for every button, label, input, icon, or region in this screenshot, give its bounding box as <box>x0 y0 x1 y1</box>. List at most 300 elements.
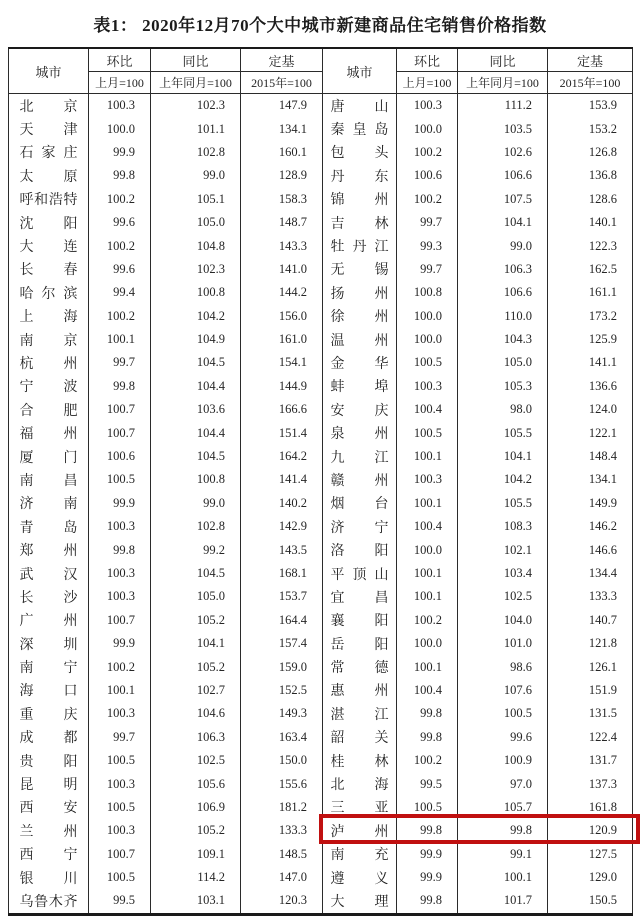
fixed-cell: 144.9 <box>241 375 323 398</box>
table-row <box>9 702 633 725</box>
fixed-cell: 136.8 <box>548 164 633 187</box>
mom-cell: 99.8 <box>397 889 458 914</box>
fixed-cell: 142.9 <box>241 515 323 538</box>
yoy-cell: 105.2 <box>151 655 241 678</box>
fixed-cell: 134.1 <box>241 117 323 140</box>
fixed-cell: 134.4 <box>548 562 633 585</box>
yoy-cell: 101.7 <box>458 889 548 914</box>
table-row <box>9 421 633 444</box>
yoy-cell: 105.5 <box>458 421 548 444</box>
mom-cell: 100.0 <box>397 632 458 655</box>
mom-cell: 100.5 <box>89 749 151 772</box>
mom-cell: 100.3 <box>397 94 458 118</box>
fixed-cell: 140.1 <box>548 211 633 234</box>
yoy-cell: 100.9 <box>458 749 548 772</box>
fixed-cell: 158.3 <box>241 188 323 211</box>
mom-cell: 99.8 <box>397 726 458 749</box>
fixed-cell: 161.8 <box>548 796 633 819</box>
yoy-cell: 99.2 <box>151 538 241 561</box>
mom-cell: 99.5 <box>397 772 458 795</box>
fixed-cell: 168.1 <box>241 562 323 585</box>
fixed-cell: 147.0 <box>241 866 323 889</box>
fixed-cell: 153.9 <box>548 94 633 118</box>
city-cell: 西 宁 <box>9 843 89 866</box>
fixed-cell: 151.9 <box>548 679 633 702</box>
fixed-cell: 160.1 <box>241 141 323 164</box>
fixed-cell: 131.7 <box>548 749 633 772</box>
fixed-cell: 125.9 <box>548 328 633 351</box>
fixed-cell: 141.4 <box>241 468 323 491</box>
table-row <box>9 655 633 678</box>
table-row <box>9 585 633 608</box>
city-cell: 西 安 <box>9 796 89 819</box>
yoy-cell: 102.8 <box>151 515 241 538</box>
yoy-cell: 104.4 <box>151 421 241 444</box>
city-cell: 成 都 <box>9 726 89 749</box>
table-row <box>9 468 633 491</box>
yoy-cell: 114.2 <box>151 866 241 889</box>
city-cell: 赣 州 <box>323 468 397 491</box>
fixed-cell: 149.9 <box>548 492 633 515</box>
table-row <box>9 866 633 889</box>
table-row <box>9 726 633 749</box>
yoy-cell: 111.2 <box>458 94 548 118</box>
city-cell: 沈 阳 <box>9 211 89 234</box>
yoy-cell: 104.1 <box>458 445 548 468</box>
yoy-cell: 100.8 <box>151 281 241 304</box>
yoy-cell: 98.0 <box>458 398 548 421</box>
city-cell: 北 海 <box>323 772 397 795</box>
mom-cell: 99.9 <box>397 866 458 889</box>
mom-cell: 100.1 <box>397 562 458 585</box>
city-cell: 银 川 <box>9 866 89 889</box>
yoy-cell: 104.5 <box>151 351 241 374</box>
table-row <box>9 749 633 772</box>
yoy-cell: 102.8 <box>151 141 241 164</box>
yoy-cell: 105.2 <box>151 819 241 842</box>
city-cell: 广 州 <box>9 609 89 632</box>
city-cell: 合 肥 <box>9 398 89 421</box>
fixed-cell: 127.5 <box>548 843 633 866</box>
fixed-cell: 161.1 <box>548 281 633 304</box>
mom-cell: 99.9 <box>89 492 151 515</box>
yoy-cell: 105.6 <box>151 772 241 795</box>
city-cell: 惠 州 <box>323 679 397 702</box>
mom-cell: 100.3 <box>89 562 151 585</box>
fixed-cell: 126.1 <box>548 655 633 678</box>
city-cell: 济 宁 <box>323 515 397 538</box>
fixed-cell: 151.4 <box>241 421 323 444</box>
city-cell: 徐 州 <box>323 305 397 328</box>
mom-cell: 99.4 <box>89 281 151 304</box>
fixed-cell: 148.5 <box>241 843 323 866</box>
header-fixed-base-right: 2015年=100 <box>548 72 633 94</box>
mom-cell: 99.8 <box>89 164 151 187</box>
fixed-cell: 162.5 <box>548 258 633 281</box>
mom-cell: 100.1 <box>397 585 458 608</box>
city-cell: 天 津 <box>9 117 89 140</box>
fixed-cell: 146.6 <box>548 538 633 561</box>
table-row <box>9 679 633 702</box>
header-mom-right: 环比 <box>397 48 458 72</box>
city-cell: 温 州 <box>323 328 397 351</box>
mom-cell: 100.3 <box>89 772 151 795</box>
city-cell: 岳 阳 <box>323 632 397 655</box>
fixed-cell: 122.4 <box>548 726 633 749</box>
mom-cell: 100.1 <box>397 445 458 468</box>
city-cell: 宜 昌 <box>323 585 397 608</box>
fixed-cell: 163.4 <box>241 726 323 749</box>
yoy-cell: 104.9 <box>151 328 241 351</box>
city-cell: 襄 阳 <box>323 609 397 632</box>
mom-cell: 100.7 <box>89 609 151 632</box>
city-cell: 南 昌 <box>9 468 89 491</box>
fixed-cell: 166.6 <box>241 398 323 421</box>
table-row <box>9 492 633 515</box>
mom-cell: 100.0 <box>397 538 458 561</box>
fixed-cell: 159.0 <box>241 655 323 678</box>
yoy-cell: 105.0 <box>458 351 548 374</box>
city-cell: 宁 波 <box>9 375 89 398</box>
yoy-cell: 99.0 <box>458 234 548 257</box>
yoy-cell: 103.1 <box>151 889 241 914</box>
fixed-cell: 147.9 <box>241 94 323 118</box>
yoy-cell: 103.5 <box>458 117 548 140</box>
city-cell: 重 庆 <box>9 702 89 725</box>
fixed-cell: 120.9 <box>548 819 633 842</box>
header-mom-base-right: 上月=100 <box>397 72 458 94</box>
mom-cell: 99.9 <box>89 632 151 655</box>
yoy-cell: 105.3 <box>458 375 548 398</box>
yoy-cell: 100.1 <box>458 866 548 889</box>
fixed-cell: 161.0 <box>241 328 323 351</box>
mom-cell: 99.3 <box>397 234 458 257</box>
fixed-cell: 173.2 <box>548 305 633 328</box>
table-row <box>9 772 633 795</box>
mom-cell: 100.3 <box>89 515 151 538</box>
city-cell: 平 顶 山 <box>323 562 397 585</box>
mom-cell: 100.3 <box>397 468 458 491</box>
yoy-cell: 104.5 <box>151 562 241 585</box>
fixed-cell: 149.3 <box>241 702 323 725</box>
mom-cell: 99.7 <box>397 258 458 281</box>
fixed-cell: 131.5 <box>548 702 633 725</box>
mom-cell: 100.0 <box>89 117 151 140</box>
fixed-cell: 144.2 <box>241 281 323 304</box>
header-yoy-base-right: 上年同月=100 <box>458 72 548 94</box>
city-cell: 兰 州 <box>9 819 89 842</box>
mom-cell: 100.3 <box>397 375 458 398</box>
city-cell: 乌 鲁 木 齐 <box>9 889 89 914</box>
fixed-cell: 150.5 <box>548 889 633 914</box>
yoy-cell: 109.1 <box>151 843 241 866</box>
header-mom-base-left: 上月=100 <box>89 72 151 94</box>
table-row <box>9 398 633 421</box>
yoy-cell: 105.5 <box>458 492 548 515</box>
mom-cell: 100.6 <box>89 445 151 468</box>
mom-cell: 100.8 <box>397 281 458 304</box>
fixed-cell: 140.2 <box>241 492 323 515</box>
mom-cell: 100.1 <box>89 679 151 702</box>
mom-cell: 100.7 <box>89 398 151 421</box>
header-yoy-base-left: 上年同月=100 <box>151 72 241 94</box>
yoy-cell: 101.1 <box>151 117 241 140</box>
fixed-cell: 133.3 <box>241 819 323 842</box>
yoy-cell: 102.7 <box>151 679 241 702</box>
city-cell: 蚌 埠 <box>323 375 397 398</box>
mom-cell: 100.1 <box>397 492 458 515</box>
yoy-cell: 102.1 <box>458 538 548 561</box>
mom-cell: 100.7 <box>89 421 151 444</box>
city-cell: 秦 皇 岛 <box>323 117 397 140</box>
mom-cell: 100.5 <box>89 866 151 889</box>
city-cell: 郑 州 <box>9 538 89 561</box>
table-title: 表1： 2020年12月70个大中城市新建商品住宅销售价格指数 <box>93 16 547 35</box>
mom-cell: 100.5 <box>397 351 458 374</box>
yoy-cell: 107.6 <box>458 679 548 702</box>
fixed-cell: 141.0 <box>241 258 323 281</box>
mom-cell: 100.2 <box>89 305 151 328</box>
city-cell: 九 江 <box>323 445 397 468</box>
yoy-cell: 99.0 <box>151 492 241 515</box>
mom-cell: 100.4 <box>397 515 458 538</box>
fixed-cell: 148.4 <box>548 445 633 468</box>
fixed-cell: 148.7 <box>241 211 323 234</box>
city-cell: 长 春 <box>9 258 89 281</box>
fixed-cell: 150.0 <box>241 749 323 772</box>
fixed-cell: 152.5 <box>241 679 323 702</box>
fixed-cell: 153.2 <box>548 117 633 140</box>
mom-cell: 100.6 <box>397 164 458 187</box>
mom-cell: 100.7 <box>89 843 151 866</box>
fixed-cell: 128.6 <box>548 188 633 211</box>
table-row <box>9 609 633 632</box>
mom-cell: 99.6 <box>89 258 151 281</box>
yoy-cell: 104.2 <box>458 468 548 491</box>
fixed-cell: 146.2 <box>548 515 633 538</box>
header-yoy-left: 同比 <box>151 48 241 72</box>
city-cell: 厦 门 <box>9 445 89 468</box>
mom-cell: 100.3 <box>89 94 151 118</box>
yoy-cell: 104.4 <box>151 375 241 398</box>
yoy-cell: 102.3 <box>151 94 241 118</box>
header-row-2 <box>9 72 633 94</box>
fixed-cell: 164.2 <box>241 445 323 468</box>
city-cell: 遵 义 <box>323 866 397 889</box>
header-fixed-left: 定基 <box>241 48 323 72</box>
header-yoy-right: 同比 <box>458 48 548 72</box>
yoy-cell: 100.8 <box>151 468 241 491</box>
mom-cell: 100.3 <box>89 585 151 608</box>
table-row <box>9 117 633 140</box>
fixed-cell: 120.3 <box>241 889 323 914</box>
yoy-cell: 100.5 <box>458 702 548 725</box>
mom-cell: 99.8 <box>89 538 151 561</box>
fixed-cell: 124.0 <box>548 398 633 421</box>
fixed-cell: 128.9 <box>241 164 323 187</box>
city-cell: 太 原 <box>9 164 89 187</box>
header-fixed-right: 定基 <box>548 48 633 72</box>
table-row <box>9 538 633 561</box>
fixed-cell: 121.8 <box>548 632 633 655</box>
city-cell: 海 口 <box>9 679 89 702</box>
city-cell: 丹 东 <box>323 164 397 187</box>
city-cell: 韶 关 <box>323 726 397 749</box>
table-row <box>9 632 633 655</box>
yoy-cell: 104.3 <box>458 328 548 351</box>
city-cell: 锦 州 <box>323 188 397 211</box>
yoy-cell: 97.0 <box>458 772 548 795</box>
fixed-cell: 134.1 <box>548 468 633 491</box>
city-cell: 大 理 <box>323 889 397 914</box>
yoy-cell: 106.6 <box>458 164 548 187</box>
mom-cell: 99.9 <box>89 141 151 164</box>
yoy-cell: 105.0 <box>151 585 241 608</box>
city-cell: 济 南 <box>9 492 89 515</box>
fixed-cell: 156.0 <box>241 305 323 328</box>
mom-cell: 100.5 <box>89 796 151 819</box>
yoy-cell: 102.3 <box>151 258 241 281</box>
city-cell: 包 头 <box>323 141 397 164</box>
yoy-cell: 108.3 <box>458 515 548 538</box>
mom-cell: 99.5 <box>89 889 151 914</box>
city-cell: 吉 林 <box>323 211 397 234</box>
yoy-cell: 102.5 <box>151 749 241 772</box>
table-row <box>9 164 633 187</box>
mom-cell: 99.8 <box>89 375 151 398</box>
mom-cell: 100.2 <box>397 188 458 211</box>
mom-cell: 99.7 <box>397 211 458 234</box>
mom-cell: 100.2 <box>89 234 151 257</box>
mom-cell: 100.4 <box>397 398 458 421</box>
yoy-cell: 104.0 <box>458 609 548 632</box>
yoy-cell: 106.3 <box>151 726 241 749</box>
city-cell: 贵 阳 <box>9 749 89 772</box>
table-container <box>8 47 633 916</box>
yoy-cell: 106.9 <box>151 796 241 819</box>
fixed-cell: 133.3 <box>548 585 633 608</box>
table-row <box>9 889 633 914</box>
fixed-cell: 140.7 <box>548 609 633 632</box>
fixed-cell: 143.5 <box>241 538 323 561</box>
yoy-cell: 107.5 <box>458 188 548 211</box>
fixed-cell: 122.1 <box>548 421 633 444</box>
city-cell: 大 连 <box>9 234 89 257</box>
fixed-cell: 164.4 <box>241 609 323 632</box>
city-cell: 泉 州 <box>323 421 397 444</box>
header-fixed-base-left: 2015年=100 <box>241 72 323 94</box>
table-row <box>9 796 633 819</box>
mom-cell: 100.2 <box>397 141 458 164</box>
header-city-right: 城市 <box>323 48 397 94</box>
mom-cell: 99.8 <box>397 819 458 842</box>
city-cell: 无 锡 <box>323 258 397 281</box>
table-row <box>9 94 633 118</box>
table-row <box>9 188 633 211</box>
mom-cell: 100.5 <box>89 468 151 491</box>
yoy-cell: 101.0 <box>458 632 548 655</box>
mom-cell: 99.6 <box>89 211 151 234</box>
yoy-cell: 110.0 <box>458 305 548 328</box>
mom-cell: 100.0 <box>397 117 458 140</box>
city-cell: 牡 丹 江 <box>323 234 397 257</box>
city-cell: 湛 江 <box>323 702 397 725</box>
fixed-cell: 181.2 <box>241 796 323 819</box>
city-cell: 福 州 <box>9 421 89 444</box>
price-index-table <box>8 47 633 916</box>
city-cell: 长 沙 <box>9 585 89 608</box>
table-row <box>9 351 633 374</box>
table-row <box>9 234 633 257</box>
yoy-cell: 104.8 <box>151 234 241 257</box>
city-cell: 南 京 <box>9 328 89 351</box>
table-row <box>9 328 633 351</box>
city-cell: 唐 山 <box>323 94 397 118</box>
yoy-cell: 105.7 <box>458 796 548 819</box>
city-cell: 昆 明 <box>9 772 89 795</box>
yoy-cell: 103.4 <box>458 562 548 585</box>
city-cell: 桂 林 <box>323 749 397 772</box>
yoy-cell: 106.6 <box>458 281 548 304</box>
table-row <box>9 211 633 234</box>
city-cell: 杭 州 <box>9 351 89 374</box>
fixed-cell: 137.3 <box>548 772 633 795</box>
mom-cell: 100.1 <box>89 328 151 351</box>
header-city-left: 城市 <box>9 48 89 94</box>
city-cell: 安 庆 <box>323 398 397 421</box>
city-cell: 石 家 庄 <box>9 141 89 164</box>
table-row <box>9 843 633 866</box>
fixed-cell: 141.1 <box>548 351 633 374</box>
mom-cell: 99.7 <box>89 726 151 749</box>
mom-cell: 100.3 <box>89 819 151 842</box>
mom-cell: 100.3 <box>89 702 151 725</box>
yoy-cell: 99.1 <box>458 843 548 866</box>
fixed-cell: 143.3 <box>241 234 323 257</box>
city-cell: 上 海 <box>9 305 89 328</box>
mom-cell: 100.0 <box>397 328 458 351</box>
yoy-cell: 104.1 <box>458 211 548 234</box>
mom-cell: 99.9 <box>397 843 458 866</box>
city-cell: 南 宁 <box>9 655 89 678</box>
mom-cell: 100.2 <box>89 188 151 211</box>
yoy-cell: 102.6 <box>458 141 548 164</box>
mom-cell: 100.2 <box>397 749 458 772</box>
mom-cell: 100.4 <box>397 679 458 702</box>
city-cell: 武 汉 <box>9 562 89 585</box>
yoy-cell: 105.0 <box>151 211 241 234</box>
mom-cell: 100.0 <box>397 305 458 328</box>
header-row-1 <box>9 48 633 72</box>
yoy-cell: 105.1 <box>151 188 241 211</box>
yoy-cell: 99.8 <box>458 819 548 842</box>
city-cell: 金 华 <box>323 351 397 374</box>
city-cell: 泸 州 <box>323 819 397 842</box>
table-row <box>9 281 633 304</box>
yoy-cell: 103.6 <box>151 398 241 421</box>
yoy-cell: 98.6 <box>458 655 548 678</box>
table-row <box>9 305 633 328</box>
fixed-cell: 126.8 <box>548 141 633 164</box>
mom-cell: 100.1 <box>397 655 458 678</box>
yoy-cell: 99.6 <box>458 726 548 749</box>
city-cell: 扬 州 <box>323 281 397 304</box>
mom-cell: 99.8 <box>397 702 458 725</box>
city-cell: 南 充 <box>323 843 397 866</box>
table-row <box>9 141 633 164</box>
city-cell: 呼 和 浩 特 <box>9 188 89 211</box>
yoy-cell: 99.0 <box>151 164 241 187</box>
